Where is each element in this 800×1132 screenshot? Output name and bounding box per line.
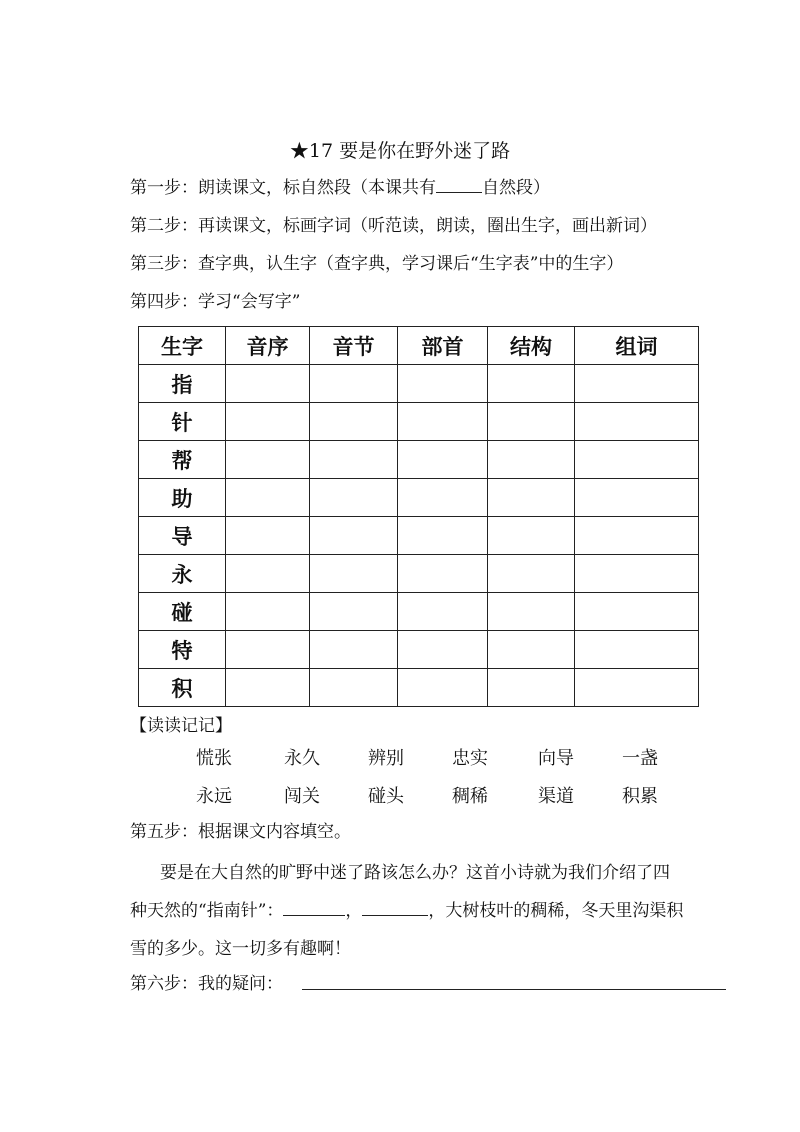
- page-title: ★17 要是你在野外迷了路: [289, 140, 511, 162]
- answer-cell[interactable]: [226, 593, 310, 631]
- answer-cell[interactable]: [488, 365, 575, 403]
- table-row: [139, 403, 699, 441]
- reading-heading: 【读读记记】: [130, 716, 232, 736]
- answer-cell[interactable]: [226, 517, 310, 555]
- table-row: [139, 593, 699, 631]
- fill-blank-2[interactable]: [362, 899, 428, 916]
- header-syllable: 音节: [310, 327, 398, 365]
- step-5: 第五步：根据课文内容填空。: [130, 822, 351, 842]
- answer-cell[interactable]: [226, 403, 310, 441]
- answer-cell[interactable]: [310, 631, 398, 669]
- step-1-text: 第一步：朗读课文，标自然段（本课共有: [130, 178, 436, 198]
- answer-cell[interactable]: [488, 441, 575, 479]
- step-1-suffix: 自然段）: [482, 178, 550, 198]
- step-4: 第四步：学习“会写字”: [130, 292, 301, 312]
- answer-cell[interactable]: [488, 593, 575, 631]
- answer-cell[interactable]: [398, 403, 488, 441]
- answer-cell[interactable]: [226, 365, 310, 403]
- table-row: [139, 479, 699, 517]
- answer-cell[interactable]: [310, 593, 398, 631]
- answer-cell[interactable]: [226, 479, 310, 517]
- answer-cell[interactable]: [398, 517, 488, 555]
- table-row: [139, 631, 699, 669]
- fill-paragraph-line-2: [130, 896, 683, 921]
- word-item: 忠实: [452, 748, 488, 769]
- answer-cell[interactable]: [488, 555, 575, 593]
- answer-cell[interactable]: [310, 517, 398, 555]
- char-cell: 永: [139, 555, 226, 593]
- answer-cell[interactable]: [575, 555, 699, 593]
- char-cell: 指: [139, 365, 226, 403]
- answer-cell[interactable]: [398, 555, 488, 593]
- step-1: [130, 176, 550, 200]
- char-cell: 针: [139, 403, 226, 441]
- step-3: 第三步：查字典，认生字（查字典，学习课后“生字表”中的生字）: [130, 254, 624, 274]
- answer-cell[interactable]: [310, 669, 398, 707]
- answer-cell[interactable]: [226, 555, 310, 593]
- table-row: [139, 365, 699, 403]
- question-answer-line[interactable]: [302, 989, 726, 990]
- char-cell: 特: [139, 631, 226, 669]
- char-cell: 导: [139, 517, 226, 555]
- word-item: 闯关: [284, 786, 320, 807]
- answer-cell[interactable]: [398, 479, 488, 517]
- answer-cell[interactable]: [398, 365, 488, 403]
- word-item: 碰头: [368, 786, 404, 807]
- answer-cell[interactable]: [310, 365, 398, 403]
- char-cell: 助: [139, 479, 226, 517]
- word-item: 永久: [284, 748, 320, 769]
- fill-separator: ，: [345, 901, 363, 921]
- fill-paragraph-line-3: 雪的多少。这一切多有趣啊！: [130, 939, 351, 959]
- header-char: 生字: [139, 327, 226, 365]
- word-item: 积累: [622, 786, 658, 807]
- table-row: [139, 669, 699, 707]
- character-table: [138, 326, 699, 707]
- answer-cell[interactable]: [575, 593, 699, 631]
- word-item: 慌张: [196, 748, 232, 769]
- answer-cell[interactable]: [398, 631, 488, 669]
- header-words: 组词: [575, 327, 699, 365]
- header-structure: 结构: [488, 327, 575, 365]
- word-item: 向导: [538, 748, 574, 769]
- answer-cell[interactable]: [575, 631, 699, 669]
- word-item: 辨别: [368, 748, 404, 769]
- answer-cell[interactable]: [575, 441, 699, 479]
- answer-cell[interactable]: [310, 555, 398, 593]
- step-6: 第六步：我的疑问：: [130, 974, 283, 994]
- fill-blank-1[interactable]: [283, 899, 345, 916]
- answer-cell[interactable]: [575, 669, 699, 707]
- word-item: 永远: [196, 786, 232, 807]
- answer-cell[interactable]: [575, 403, 699, 441]
- fill-text-a: 种天然的“指南针”：: [130, 901, 284, 921]
- table-header-row: [139, 327, 699, 365]
- word-item: 稠稀: [452, 786, 488, 807]
- char-cell: 积: [139, 669, 226, 707]
- word-item: 一盏: [622, 748, 658, 769]
- answer-cell[interactable]: [575, 517, 699, 555]
- fill-paragraph-line-1: 要是在大自然的旷野中迷了路该怎么办？这首小诗就为我们介绍了四: [160, 863, 670, 883]
- step-2: 第二步：再读课文，标画字词（听范读，朗读，圈出生字，画出新词）: [130, 216, 657, 236]
- header-initial: 音序: [226, 327, 310, 365]
- char-cell: 帮: [139, 441, 226, 479]
- answer-cell[interactable]: [398, 669, 488, 707]
- answer-cell[interactable]: [398, 441, 488, 479]
- answer-cell[interactable]: [310, 403, 398, 441]
- answer-cell[interactable]: [488, 669, 575, 707]
- word-item: 渠道: [538, 786, 574, 807]
- answer-cell[interactable]: [226, 441, 310, 479]
- answer-cell[interactable]: [488, 631, 575, 669]
- answer-cell[interactable]: [488, 403, 575, 441]
- char-cell: 碰: [139, 593, 226, 631]
- answer-cell[interactable]: [488, 479, 575, 517]
- answer-cell[interactable]: [310, 479, 398, 517]
- table-row: [139, 517, 699, 555]
- answer-cell[interactable]: [310, 441, 398, 479]
- answer-cell[interactable]: [226, 631, 310, 669]
- answer-cell[interactable]: [488, 517, 575, 555]
- paragraph-count-blank[interactable]: [436, 176, 482, 193]
- answer-cell[interactable]: [575, 365, 699, 403]
- answer-cell[interactable]: [226, 669, 310, 707]
- table-row: [139, 555, 699, 593]
- table-row: [139, 441, 699, 479]
- header-radical: 部首: [398, 327, 488, 365]
- answer-cell[interactable]: [398, 593, 488, 631]
- answer-cell[interactable]: [575, 479, 699, 517]
- fill-text-b: ，大树枝叶的稠稀，冬天里沟渠积: [428, 901, 684, 921]
